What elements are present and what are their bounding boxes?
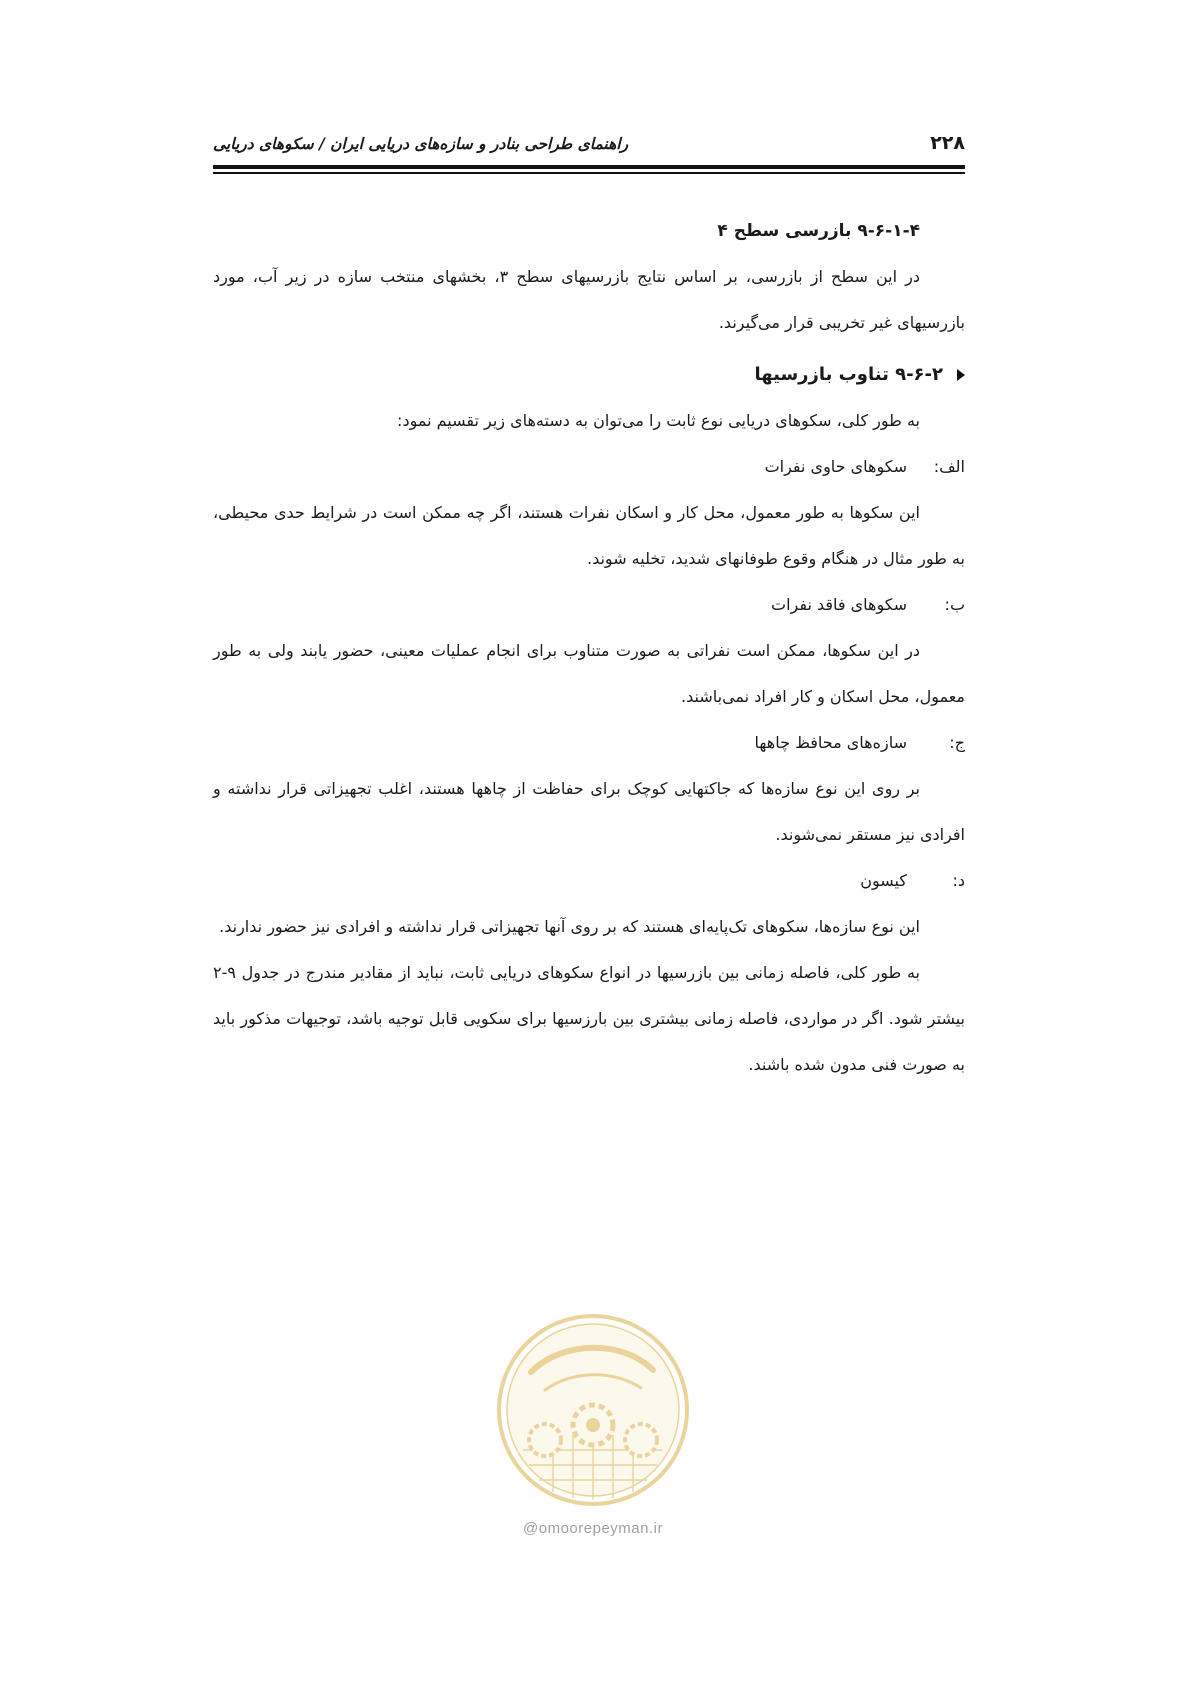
page-number: ۲۲۸ [930, 132, 965, 154]
list-item-title: سکوهای فاقد نفرات [771, 595, 907, 614]
header-rule-thin [213, 172, 965, 174]
running-title: راهنمای طراحی بنادر و سازه‌های دریایی ایران / سکوهای دریایی [213, 134, 629, 153]
running-header [213, 120, 965, 154]
section-heading-frequency-label: ۹-۶-۲ تناوب بازرسیها [754, 364, 943, 385]
header-rule-thick [213, 165, 965, 169]
list-item-title-row [213, 858, 965, 904]
list-item-text: این سکوها به طور معمول، محل کار و اسکان نفرات هستند، اگر چه ممکن است در شرایط حدی محیطی، به طور مثال در هنگام وقوع طوفانهای شدید، تخلیه شوند. [213, 503, 965, 568]
list-item-text: در این سکوها، ممکن است نفراتی به صورت متناوب برای انجام عملیات معینی، حضور یابند ولی به طور معمول، محل اسکان و کار افراد نمی‌باشند. [213, 641, 965, 706]
list-item-title: سازه‌های محافظ چاهها [754, 733, 907, 752]
list-item-letter: ب: [944, 595, 965, 614]
list-item-title-row [213, 444, 965, 490]
list-item-title-row [213, 582, 965, 628]
list-item-text: این نوع سازه‌ها، سکوهای تک‌پایه‌ای هستند که بر روی آنها تجهیزاتی قرار نداشته و افرادی نیز حضور ندارند. [219, 917, 920, 936]
body-text [213, 208, 965, 1088]
list-item-title: سکوهای حاوی نفرات [764, 457, 907, 476]
watermark-site-text: @omoorepeyman.ir [523, 1520, 663, 1537]
list-item-letter: الف: [933, 457, 965, 476]
list-item-text: بر روی این نوع سازه‌ها که جاکتهایی کوچک برای حفاظت از چاهها هستند، اغلب تجهیزاتی قرار نداشته و افرادی نیز مستقر نمی‌شوند. [213, 779, 965, 844]
list-item [213, 858, 965, 950]
triangle-bullet-icon [957, 369, 965, 381]
list-item [213, 582, 965, 720]
list-item-title: کیسون [860, 871, 907, 890]
list-item [213, 720, 965, 858]
closing-paragraph: به طور کلی، فاصله زمانی بین بازرسیها در انواع سکوهای دریایی ثابت، نباید از مقادیر مندرج در جدول ۹-۲ بیشتر شود. اگر در مواردی، فاصله زمانی بیشتری بین بارزسیها برای سکویی قابل توجیه باشد، توجیهات مذکور باید به صورت فنی مدون شده باشند. [213, 963, 965, 1074]
list-item-letter: د: [952, 871, 965, 890]
list-item [213, 444, 965, 582]
list-item-letter: ج: [949, 733, 965, 752]
list-item-title-row [213, 720, 965, 766]
paragraph-level4: در این سطح از بازرسی، بر اساس نتایج بازرسیهای سطح ۳، بخشهای منتخب سازه در زیر آب، مورد بازرسیهای غیر تخریبی قرار می‌گیرند. [213, 267, 965, 332]
section-heading-level4: ۹-۶-۱-۴ بازرسی سطح ۴ [717, 221, 920, 241]
intro-paragraph: به طور کلی، سکوهای دریایی نوع ثابت را می‌توان به دسته‌های زیر تقسیم نمود: [397, 411, 920, 430]
watermark-logo-icon [493, 1310, 693, 1510]
section-heading-frequency [213, 352, 965, 398]
